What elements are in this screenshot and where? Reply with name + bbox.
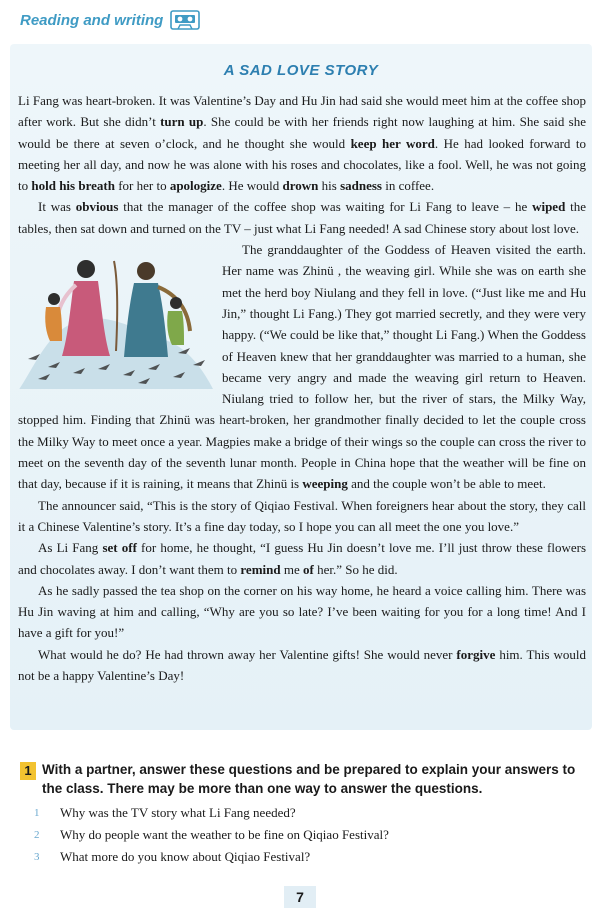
question-text: Why was the TV story what Li Fang needed? — [60, 805, 296, 820]
question-item — [34, 824, 590, 846]
exercise-number-badge: 1 — [20, 762, 36, 780]
question-number: 1 — [34, 807, 40, 819]
paragraph-1: Li Fang was heart-broken. It was Valentine’s Day and Hu Jin had said she would meet him at the coffee shop after work. But she didn’t turn up. She could be with her friends right now laughing at him. She said she would be there at seven o’clock, and he thought she would keep her word. He had looked forward to meeting her all day, and now he was alone with his roses and chocolates, like a fool. Well, he was not going to hold his breath for her to apologize. He would drown his sadness in coffee. — [18, 93, 586, 194]
section-title: Reading and writing — [20, 12, 164, 29]
niulang-zhinu-illustration — [18, 241, 214, 389]
question-item — [34, 802, 590, 824]
paragraph-7: What would he do? He had thrown away her Valentine gifts! She would never forgive him. This would not be a happy Valentine’s Day! — [18, 646, 586, 684]
key-phrase: set off — [102, 540, 137, 556]
question-number: 2 — [34, 829, 40, 841]
key-phrase: sadness — [340, 178, 382, 194]
paragraph-6: As he sadly passed the tea shop on the corner on his way home, he heard a voice calling him. There was Hu Jin waving at him and calling, “Why are you so late? I’ve been waiting for you for a long time! And I have a gift for you!” — [18, 582, 586, 641]
question-list — [34, 802, 590, 868]
question-item — [34, 846, 590, 868]
key-phrase: apologize — [169, 178, 222, 194]
key-phrase: of — [303, 561, 314, 577]
key-phrase: keep her word — [350, 135, 435, 151]
paragraph-5: As Li Fang set off for home, he thought, “I guess Hu Jin doesn’t love me. I’ll just throw these flowers and chocolates away. I don’t want them to remind me of her.” So he did. — [18, 540, 587, 577]
paragraph-2: It was obvious that the manager of the coffee shop was waiting for Li Fang to leave – he wiped the tables, then sat down and turned on the TV – just what Li Fang needed! A sad Chinese story about lost love. — [18, 199, 586, 236]
key-phrase: drown — [282, 178, 319, 194]
cassette-icon — [170, 10, 200, 30]
question-text: Why do people want the weather to be fine on Qiqiao Festival? — [60, 827, 389, 842]
exercise-instruction: With a partner, answer these questions and be prepared to explain your answers to the class. There may be more than one way to answer the questions. — [42, 762, 576, 796]
key-phrase: remind — [240, 561, 281, 577]
key-phrase: weeping — [302, 476, 348, 492]
question-number: 3 — [34, 851, 40, 863]
key-phrase: wiped — [532, 199, 566, 215]
paragraph-3: The granddaughter of the Goddess of Heaven visited the earth. Her name was Zhinü , the weaving girl. While she was on earth she met the herd boy Niulang and they fell in love. (“Just like me and Hu Jin,” thought Li Fang.) They got married secretly, and they were very happy. (“We could be like that,” thought Li Fang.) When the Goddess of Heaven knew that her granddaughter was married to a human, she became very angry and made the weaving girl return to Heaven. Niulang tried to follow her, but the river of stars, the Milky Way, stopped him. Finding that Zhinü was heart-broken, her grandmother finally decided to let the couple cross the Milky Way to meet once a year. Magpies make a bridge of their wings so the couple can cross the river to meet on the seventh day of the seventh lunar month. People in China hope that the weather will be fine on that day, because if it is raining, it means that Zhinü is weeping and the couple won’t be able to meet. — [18, 242, 587, 492]
story-text — [18, 90, 586, 686]
question-text: What more do you know about Qiqiao Festival? — [60, 849, 311, 864]
key-phrase: turn up — [160, 114, 204, 130]
paragraph-4: The announcer said, “This is the story of Qiqiao Festival. When foreigners hear about the story, they call it a Chinese Valentine’s story. It’s a fine day today, so I hope you can all meet the one you love.” — [18, 497, 586, 534]
key-phrase: obvious — [75, 199, 119, 215]
story-title: A SAD LOVE STORY — [223, 62, 379, 79]
page-header — [0, 0, 600, 40]
page-number: 7 — [284, 886, 316, 908]
key-phrase: forgive — [456, 646, 496, 662]
reading-panel — [10, 44, 592, 730]
key-phrase: hold his breath — [31, 178, 115, 194]
